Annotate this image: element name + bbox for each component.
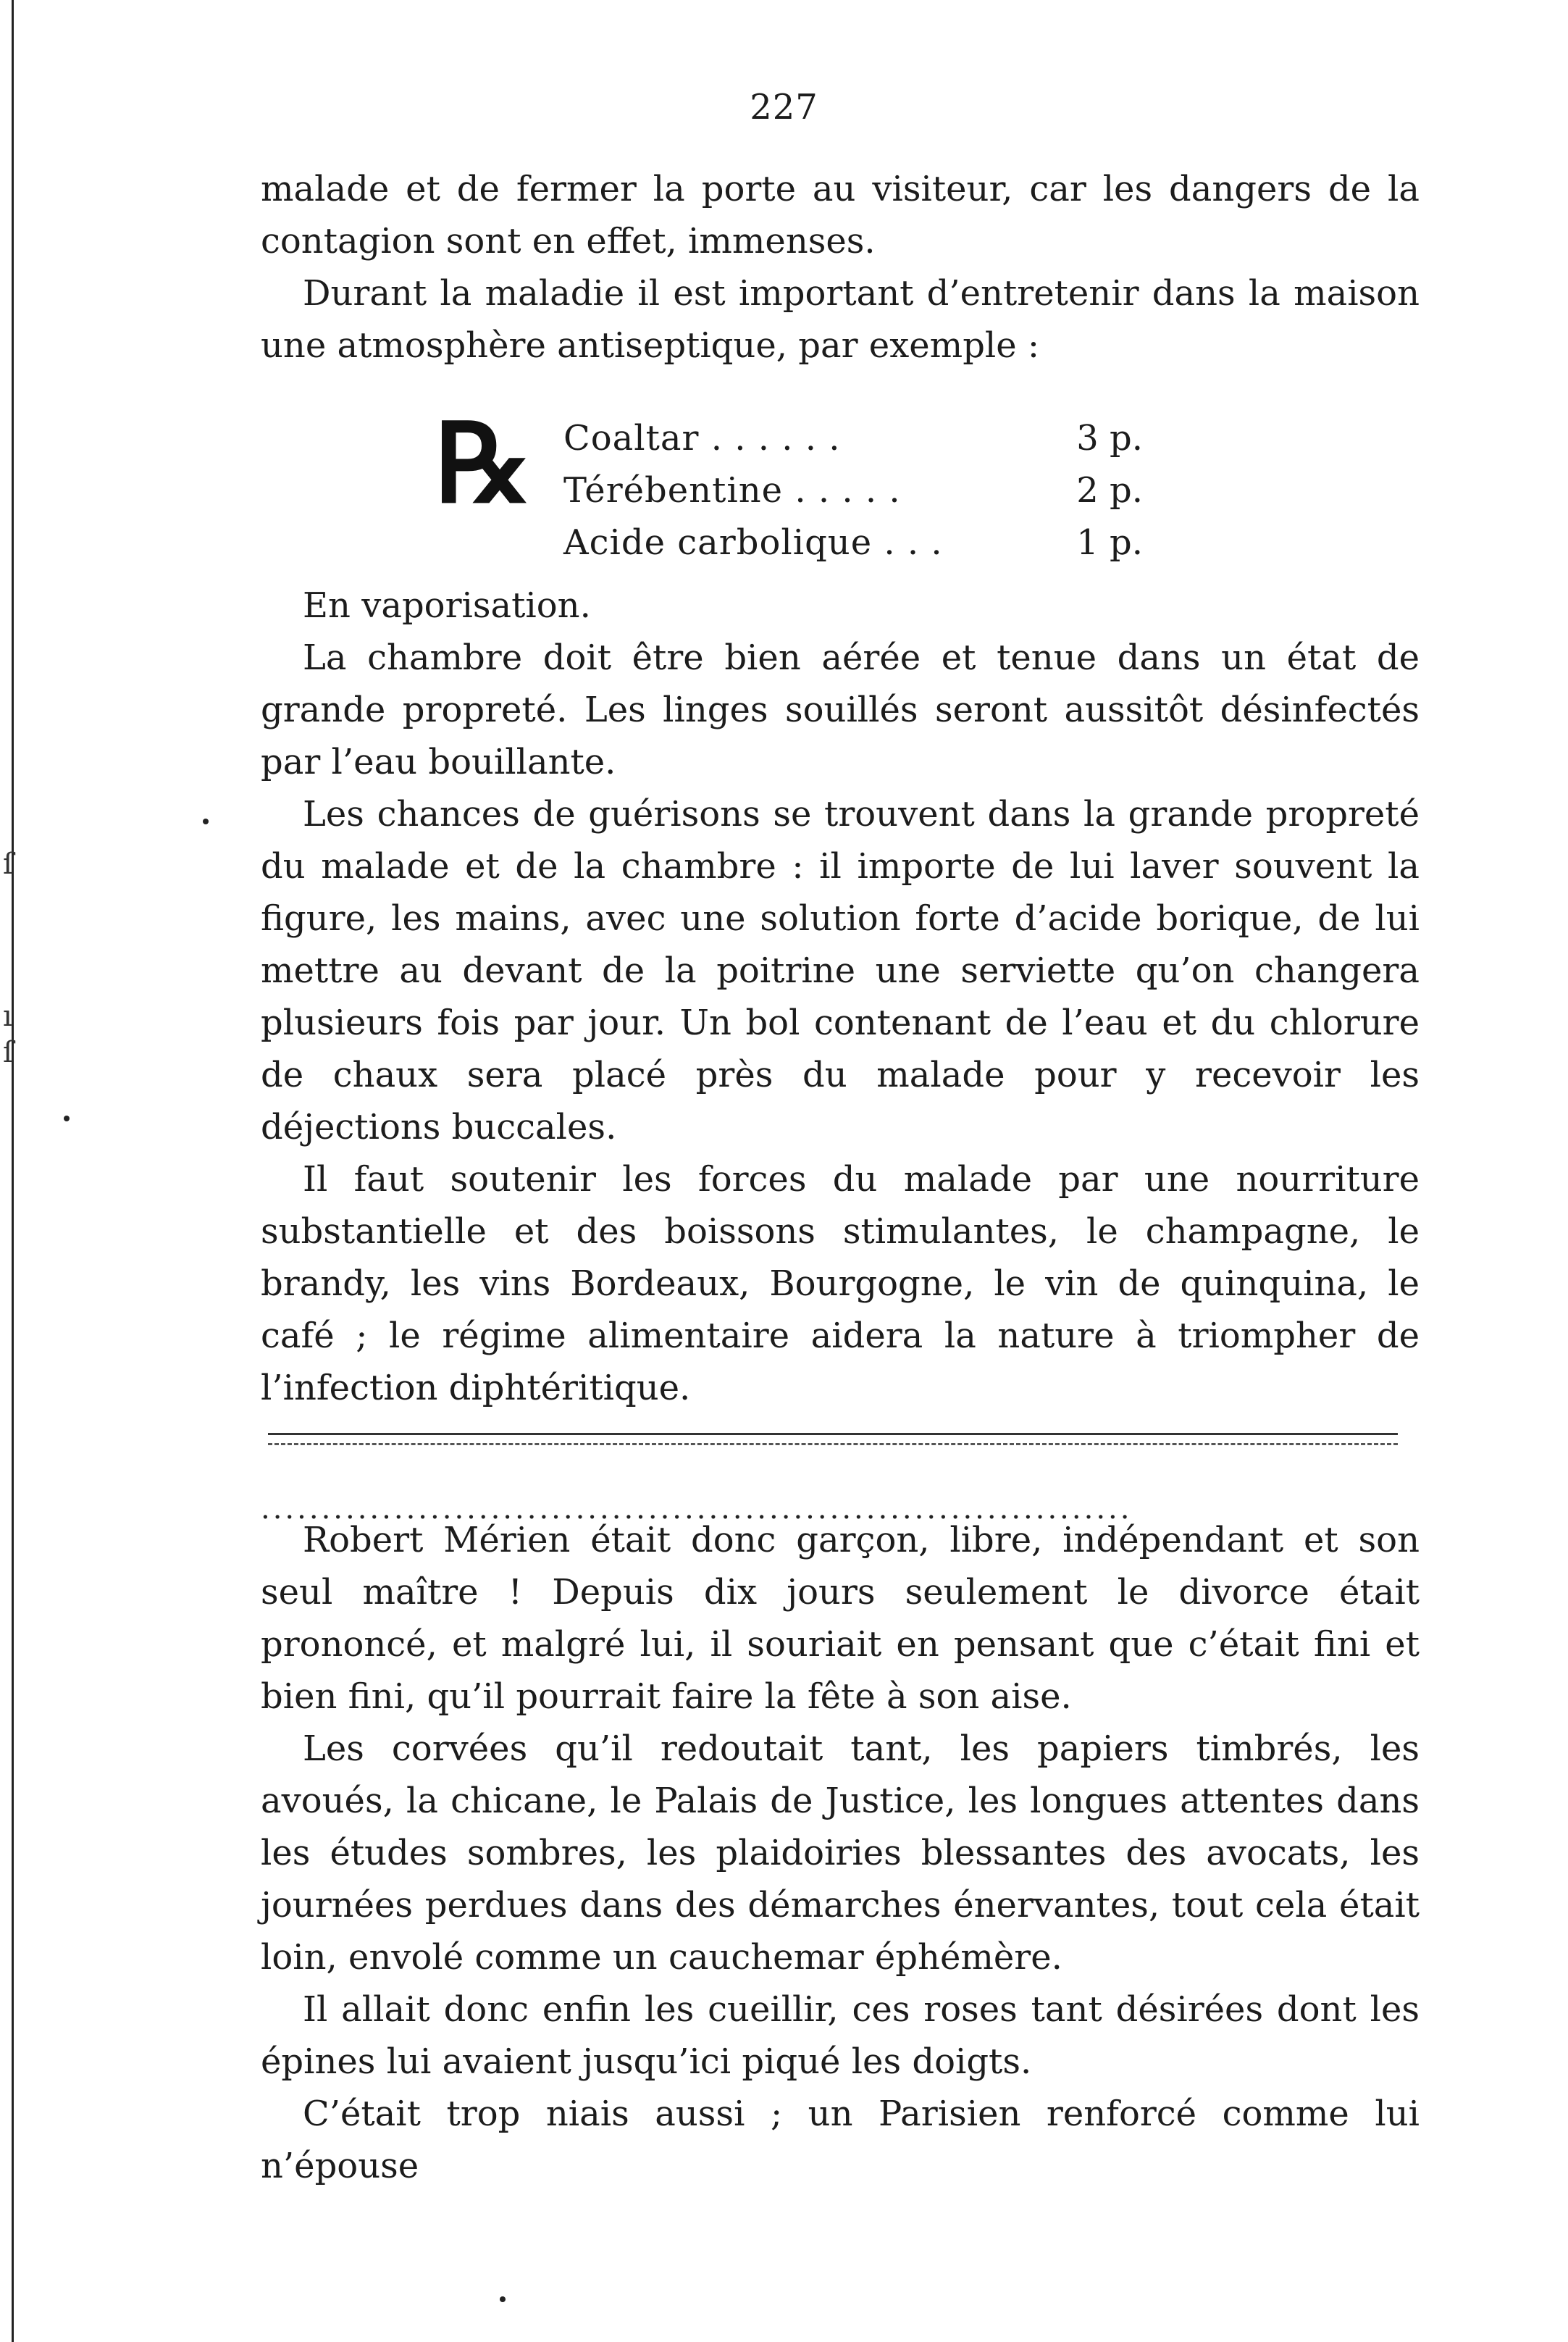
section-rule xyxy=(268,1443,1398,1445)
ingredient-name: Térébentine . . . . . xyxy=(563,470,901,511)
ingredient-quantity: 3 p. xyxy=(1076,418,1143,459)
page-edge-line xyxy=(12,0,14,2342)
middle-text xyxy=(261,580,1420,1414)
ink-speck xyxy=(64,1116,70,1121)
separator-dots: ........................................................................ xyxy=(261,1492,1133,1526)
section-rule xyxy=(268,1433,1398,1435)
ingredient-quantity: 2 p. xyxy=(1076,470,1143,511)
paragraph: La chambre doit être bien aérée et tenue dans un état de grande propreté. Les linges souillés seront aussitôt désinfectés par l’eau bouillante. xyxy=(261,637,1420,782)
prescription-block xyxy=(435,400,1159,576)
ink-speck xyxy=(203,819,209,824)
margin-mark: ı xyxy=(3,1000,12,1033)
prescription-list xyxy=(563,412,1143,569)
prescription-item xyxy=(563,517,1143,569)
ingredient-name: Acide carbolique . . . xyxy=(563,522,943,563)
prescription-item xyxy=(563,412,1143,464)
paragraph: Il allait donc enfin les cueillir, ces roses tant désirées dont les épines lui avaient jusqu’ici piqué les doigts. xyxy=(261,1989,1420,2082)
paragraph: Il faut soutenir les forces du malade par une nourriture substantielle et des boissons stimulantes, le champagne, le brandy, les vins Bordeaux, Bourgogne, le vin de quinquina, le café ; le régime alimentaire aidera la nature à triompher de l’infection diphtéritique. xyxy=(261,1159,1420,1408)
paragraph: malade et de fermer la porte au visiteur, car les dangers de la contagion sont en effet, immenses. xyxy=(261,169,1420,262)
recipe-symbol-icon: ℞ xyxy=(435,400,532,527)
paragraph: Les corvées qu’il redoutait tant, les papiers timbrés, les avoués, la chicane, le Palais de Justice, les longues attentes dans les études sombres, les plaidoiries blessantes des avocats, les journées perdues dans des démarches énervantes, tout cela était loin, envolé comme un cauchemar éphémère. xyxy=(261,1728,1420,1978)
ingredient-name: Coaltar . . . . . . xyxy=(563,418,841,459)
paragraph: Robert Mérien était donc garçon, libre, indépendant et son seul maître ! Depuis dix jours seulement le divorce était prononcé, et malgré lui, il souriait en pensant que c’était fini et bien fini, qu’il pourrait faire la fête à son aise. xyxy=(261,1520,1420,1717)
prescription-item xyxy=(563,464,1143,517)
bottom-text xyxy=(261,1514,1420,2192)
ingredient-quantity: 1 p. xyxy=(1076,522,1143,563)
top-text xyxy=(261,163,1420,372)
page-number: 227 xyxy=(750,87,818,127)
margin-mark: ſ xyxy=(3,848,14,881)
paragraph: Durant la maladie il est important d’entretenir dans la maison une atmosphère antiseptique, par exemple : xyxy=(261,273,1420,366)
paragraph: En vaporisation. xyxy=(303,585,591,626)
paragraph: C’était trop niais aussi ; un Parisien renforcé comme lui n’épouse xyxy=(261,2094,1420,2186)
paragraph: Les chances de guérisons se trouvent dans la grande propreté du malade et de la chambre : il importe de lui laver souvent la figure, les mains, avec une solution forte d’acide borique, de lui mettre au devant de la poitrine une serviette qu’on changera plusieurs fois par jour. Un bol contenant de l’eau et du chlorure de chaux sera placé près du malade pour y recevoir les déjections buccales. xyxy=(261,794,1420,1147)
margin-mark: ſ xyxy=(3,1036,14,1069)
ink-speck xyxy=(500,2296,506,2302)
